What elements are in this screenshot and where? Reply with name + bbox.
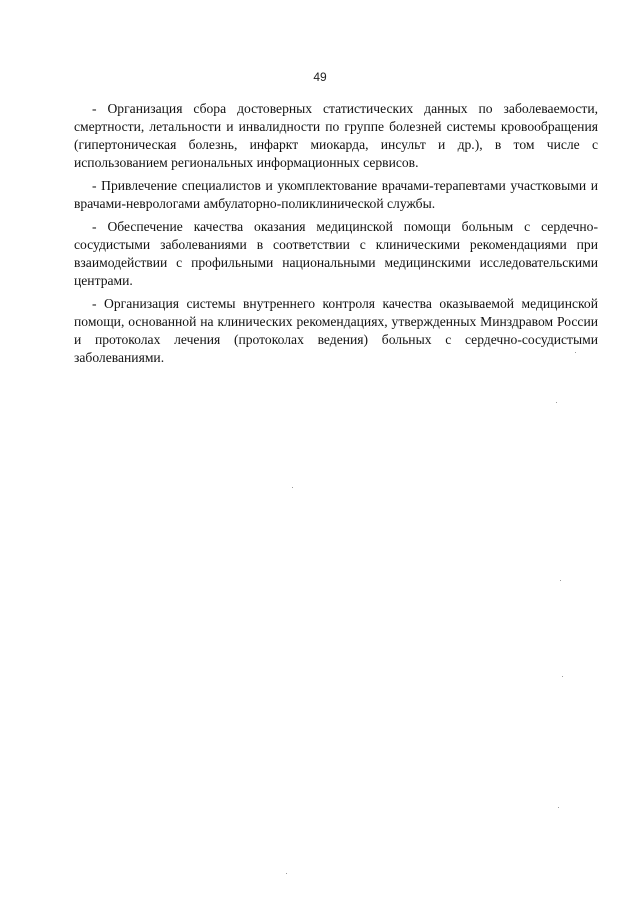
scan-speck xyxy=(286,873,287,874)
paragraph-quality: - Обеспечение качества оказания медицинской помощи больным с сердечно-сосудистыми заболеваниями в соответствии с клиническими рекомендациями при взаимодействии с профильными национальными медицинскими исследовательскими центрами. xyxy=(74,219,598,288)
scan-speck xyxy=(556,402,557,403)
paragraph-statistics: - Организация сбора достоверных статистических данных по заболеваемости, смертности, летальности и инвалидности по группе болезней системы кровообращения (гипертоническая болезнь, инфаркт миокарда, инсульт и др.), в том числе с использованием региональных информационных сервисов. xyxy=(74,101,598,170)
paragraph-internal-control: - Организация системы внутреннего контроля качества оказываемой медицинской помощи, основанной на клинических рекомендациях, утвержденных Минздравом России и протоколах лечения (протоколах ведения) больных с сердечно-сосудистыми заболеваниями. xyxy=(74,296,598,365)
document-body xyxy=(74,100,598,372)
scan-speck xyxy=(560,580,561,581)
scan-speck xyxy=(292,487,293,488)
scan-speck xyxy=(575,352,576,353)
page-number: 49 xyxy=(313,70,327,84)
paragraph-specialists: - Привлечение специалистов и укомплектование врачами-терапевтами участковыми и врачами-неврологами амбулаторно-поликлинической службы. xyxy=(74,178,598,211)
scan-speck xyxy=(558,807,559,808)
scan-speck xyxy=(562,676,563,677)
